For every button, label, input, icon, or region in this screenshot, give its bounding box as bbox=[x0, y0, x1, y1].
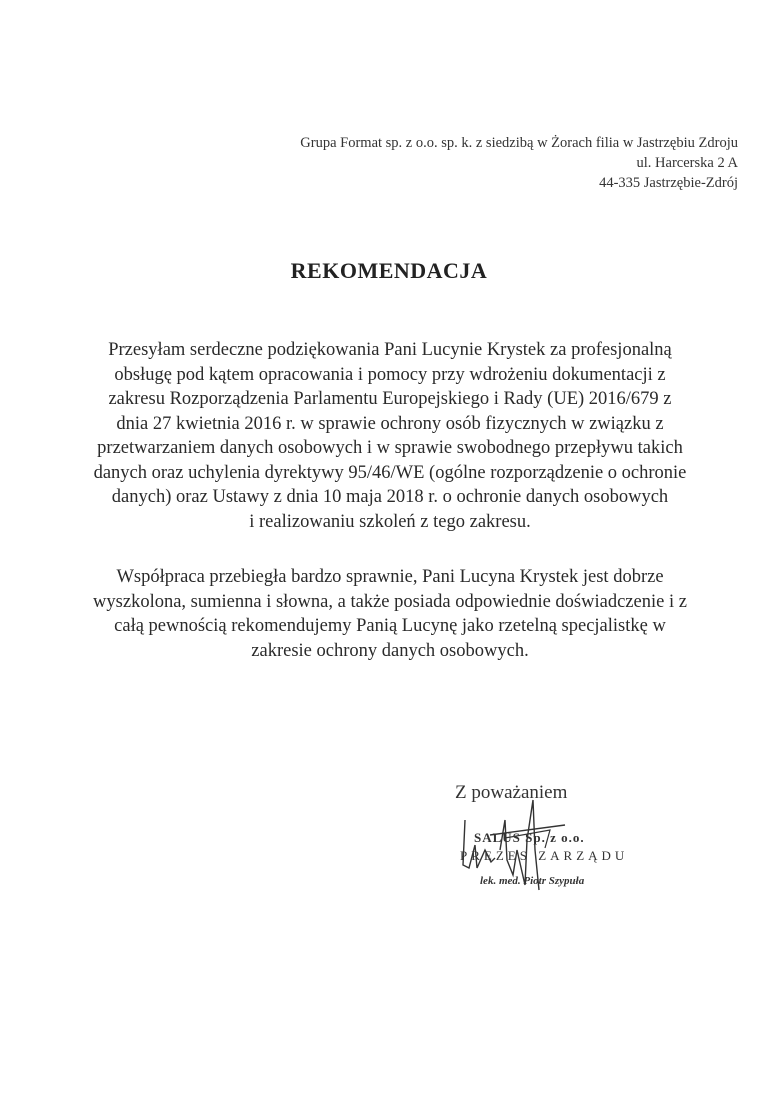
sender-company: Grupa Format sp. z o.o. sp. k. z siedzibą w Żorach filia w Jastrzębiu Zdroju bbox=[300, 135, 738, 151]
text-line: zakresie ochrony danych osobowych. bbox=[251, 640, 529, 661]
text-line: zakresu Rozporządzenia Parlamentu Europejskiego i Rady (UE) 2016/679 z bbox=[108, 389, 672, 409]
sender-street: ul. Harcerska 2 A bbox=[636, 155, 738, 171]
text-line: danych oraz uchylenia dyrektywy 95/46/WE (ogólne rozporządzenie o ochronie bbox=[93, 462, 687, 483]
text-line: całą pewnością rekomendujemy Panią Lucynę jako rzetelną specjalistkę w bbox=[114, 616, 666, 636]
text-line: i realizowaniu szkoleń z tego zakresu. bbox=[249, 511, 531, 532]
text-line: obsługę pod kątem opracowania i pomocy przy wdrożeniu dokumentacji z bbox=[114, 364, 666, 385]
stamp-role: PREZES ZARZĄDU bbox=[460, 848, 629, 863]
sender-city: 44-335 Jastrzębie-Zdrój bbox=[599, 175, 738, 191]
stamp-company: SALUS Sp. z o.o. bbox=[474, 830, 585, 845]
handwritten-signature-icon bbox=[455, 790, 605, 910]
text-line: przetwarzaniem danych osobowych i w sprawie swobodnego przepływu takich bbox=[97, 438, 683, 458]
sender-address bbox=[300, 133, 738, 193]
text-line: Współpraca przebiegła bardzo sprawnie, Pani Lucyna Krystek jest dobrze bbox=[116, 567, 664, 587]
text-line: dnia 27 kwietnia 2016 r. w sprawie ochrony osób fizycznych w związku z bbox=[116, 413, 664, 434]
text-line: wyszkolona, sumienna i słowna, a także posiada odpowiednie doświadczenie i z bbox=[93, 591, 687, 612]
paragraph-thanks bbox=[30, 338, 750, 534]
text-line: danych) oraz Ustawy z dnia 10 maja 2018 r. o ochronie danych osobowych bbox=[111, 487, 669, 507]
text-line: Przesyłam serdeczne podziękowania Pani Lucynie Krystek za profesjonalną bbox=[108, 340, 672, 360]
document-title: REKOMENDACJA bbox=[290, 258, 488, 283]
paragraph-recommendation bbox=[30, 565, 750, 663]
closing-salutation: Z poważaniem bbox=[455, 782, 568, 803]
stamp-name: lek. med. Piotr Szypuła bbox=[480, 875, 585, 887]
